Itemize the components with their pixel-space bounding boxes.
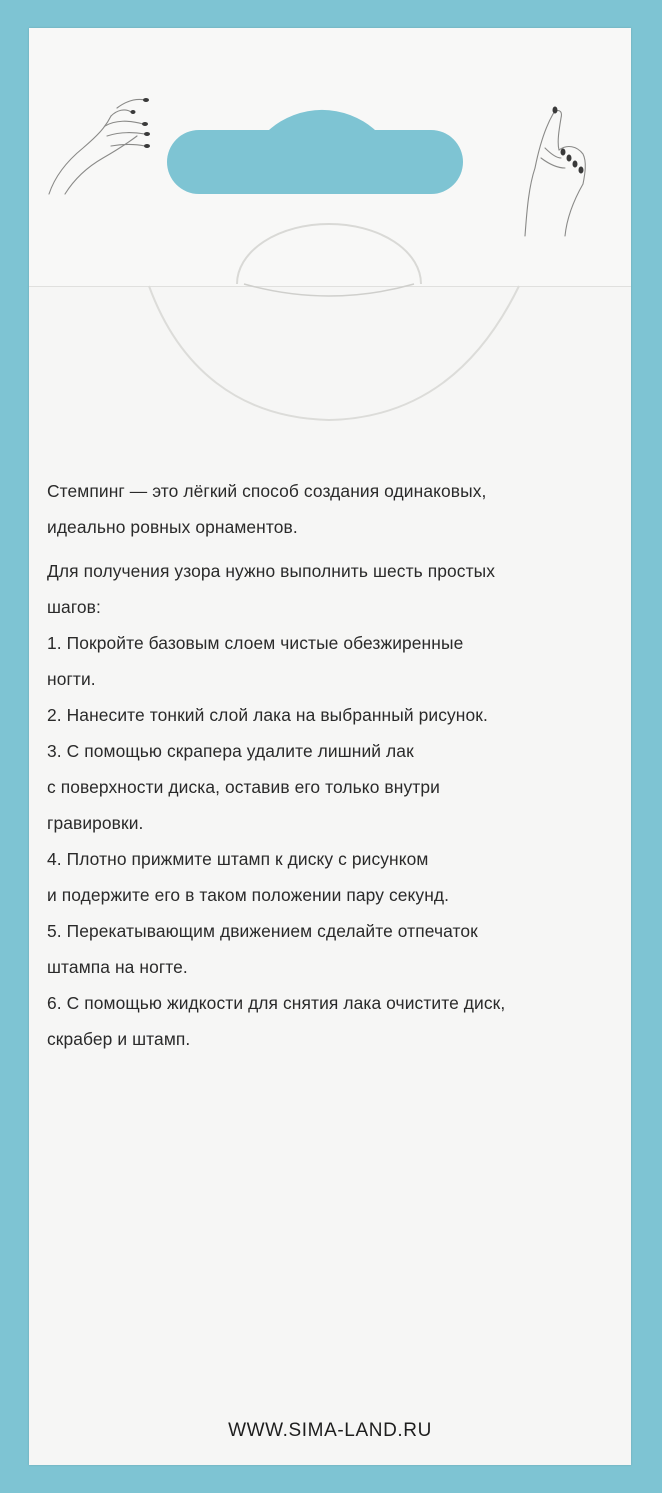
step-2-line-1: 2. Нанесите тонкий слой лака на выбранный рисунок. [47,705,488,725]
step-5-line-2: штампа на ногте. [47,957,188,977]
step-4-line-1: 4. Плотно прижмите штамп к диску с рисунком [47,849,429,869]
package-card [29,28,631,1465]
step-1-line-2: ногти. [47,669,96,689]
step-6-line-1: 6. С помощью жидкости для снятия лака очистите диск, [47,993,506,1013]
instructions-text [47,473,617,1057]
website-url: WWW.SIMA-LAND.RU [228,1420,432,1441]
step-6-line-2: скрабер и штамп. [47,1029,191,1049]
hand-line-art-icon-left [45,66,165,196]
step-3-line-3: гравировки. [47,813,144,833]
intro-line-2: идеально ровных орнаментов. [47,517,298,537]
lead-line-2: шагов: [47,597,101,617]
intro-line-1: Стемпинг — это лёгкий способ создания одинаковых, [47,481,487,501]
step-3-line-2: с поверхности диска, оставив его только внутри [47,777,440,797]
step-1-line-1: 1. Покройте базовым слоем чистые обезжиренные [47,633,464,653]
step-5-line-1: 5. Перекатывающим движением сделайте отпечаток [47,921,478,941]
step-4-line-2: и подержите его в таком положении пару секунд. [47,885,450,905]
hand-line-art-icon-right [505,88,615,238]
step-3-line-1: 3. С помощью скрапера удалите лишний лак [47,741,414,761]
lead-line-1: Для получения узора нужно выполнить шесть простых [47,561,496,581]
